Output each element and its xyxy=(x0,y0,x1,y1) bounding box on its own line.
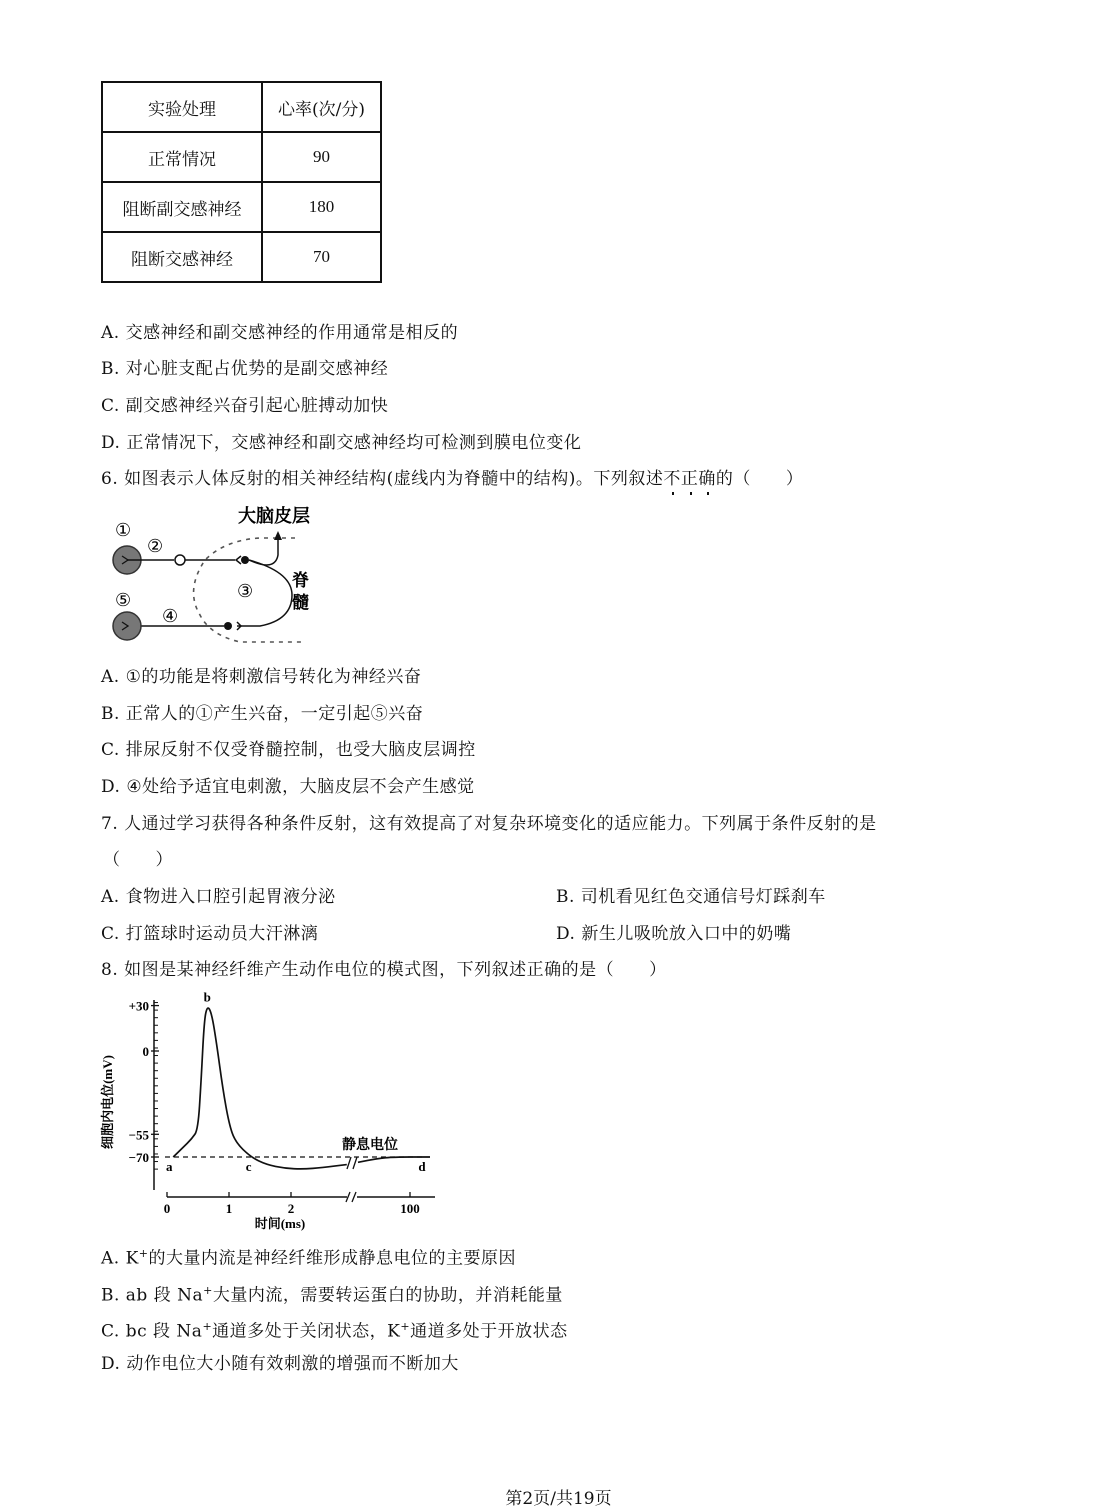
membrane-potential-curve xyxy=(358,1157,427,1162)
q5-option-d: D. 正常情况下，交感神经和副交感神经均可检测到膜电位变化 xyxy=(101,433,582,453)
label-spine: 脊 xyxy=(292,571,309,590)
marker-1: ① xyxy=(115,520,132,540)
point-label-a: a xyxy=(165,1159,173,1174)
q8-stem: 8. 如图是某神经纤维产生动作电位的模式图，下列叙述正确的是（ ） xyxy=(101,960,667,980)
q6-option-b: B. 正常人的①产生兴奋，一定引起⑤兴奋 xyxy=(101,704,424,724)
q7-option-c: C. 打篮球时运动员大汗淋漓 xyxy=(101,924,319,944)
curve-break xyxy=(347,1157,357,1169)
heart-rate-table xyxy=(101,81,382,283)
x-tick-label: 1 xyxy=(225,1201,233,1216)
table-cell: 70 xyxy=(262,232,381,282)
interneuron-body xyxy=(241,556,249,564)
q7-answer-paren: （ ） xyxy=(103,850,173,870)
option-text: A. K xyxy=(101,1248,139,1269)
table-row xyxy=(102,232,381,282)
table-cell: 90 xyxy=(262,132,381,182)
q6-stem-text: 6. 如图表示人体反射的相关神经结构(虚线内为脊髓中的结构)。下列叙述 xyxy=(101,469,664,489)
q6-stem xyxy=(101,468,803,490)
option-text: B. ab 段 Na xyxy=(101,1285,204,1306)
marker-5: ⑤ xyxy=(115,590,132,610)
x-tick-label: 2 xyxy=(287,1201,295,1216)
q5-option-c: C. 副交感神经兴奋引起心脏搏动加快 xyxy=(101,396,389,416)
superscript: + xyxy=(203,1284,213,1297)
reflex-arc-diagram xyxy=(100,500,330,650)
label-cortex: 大脑皮层 xyxy=(238,506,310,526)
q7-option-b: B. 司机看见红色交通信号灯踩刹车 xyxy=(556,887,826,907)
option-text: 通道多处于开放状态 xyxy=(410,1321,568,1342)
point-label-c: c xyxy=(245,1159,252,1174)
marker-3: ③ xyxy=(237,581,254,601)
q5-option-b: B. 对心脏支配占优势的是副交感神经 xyxy=(101,359,389,379)
point-label-b: b xyxy=(203,990,211,1005)
action-potential-chart xyxy=(100,990,445,1235)
option-text: 通道多处于关闭状态，K xyxy=(212,1321,401,1342)
q7-stem: 7. 人通过学习获得各种条件反射，这有效提高了对复杂环境变化的适应能力。下列属于条件反射的是 xyxy=(101,814,877,834)
table-row xyxy=(102,132,381,182)
point-label-d: d xyxy=(418,1159,426,1174)
table-cell: 阻断副交感神经 xyxy=(102,182,262,232)
marker-2: ② xyxy=(147,536,164,556)
option-text: C. bc 段 Na xyxy=(101,1321,203,1342)
table-header-cell: 心率(次/分) xyxy=(262,82,381,132)
q6-option-d: D. ④处给予适宜电刺激，大脑皮层不会产生感觉 xyxy=(101,777,475,797)
marker-4: ④ xyxy=(162,606,179,626)
q6-stem-paren: 的（ ） xyxy=(715,469,804,489)
superscript: + xyxy=(138,1247,149,1260)
x-tick-label: 100 xyxy=(400,1201,420,1216)
arrow-up-icon xyxy=(274,531,282,540)
option-text: 的大量内流是神经纤维形成静息电位的主要原因 xyxy=(148,1248,517,1269)
y-tick-label: 0 xyxy=(142,1044,149,1059)
resting-potential-label: 静息电位 xyxy=(342,1138,398,1153)
table-cell: 正常情况 xyxy=(102,132,262,182)
q7-option-d: D. 新生儿吸吮放入口中的奶嘴 xyxy=(556,924,792,944)
synapse-terminal xyxy=(236,556,241,564)
q8-option-a xyxy=(101,1243,516,1270)
x-axis-break xyxy=(346,1192,356,1202)
q8-option-c xyxy=(101,1316,568,1343)
q8-option-d xyxy=(101,1353,459,1375)
table-header-cell: 实验处理 xyxy=(102,82,262,132)
table-cell: 阻断交感神经 xyxy=(102,232,262,282)
table-header-row xyxy=(102,82,381,132)
y-tick-label: −70 xyxy=(128,1150,149,1165)
q7-option-a: A. 食物进入口腔引起胃液分泌 xyxy=(101,887,336,907)
q6-option-a: A. ①的功能是将刺激信号转化为神经兴奋 xyxy=(101,667,422,687)
q6-option-c: C. 排尿反射不仅受脊髓控制，也受大脑皮层调控 xyxy=(101,740,476,760)
q6-emphasis-char: 正 xyxy=(680,469,699,489)
option-text: D. 动作电位大小随有效刺激的增强而不断加大 xyxy=(101,1354,459,1374)
y-tick-label: +30 xyxy=(128,998,149,1014)
table-row xyxy=(102,182,381,232)
q6-emphasis-char: 确 xyxy=(698,469,716,489)
page-number: 第2页/共19页 xyxy=(505,1489,612,1509)
q8-option-b xyxy=(101,1280,563,1307)
q6-emphasis-char: 不 xyxy=(663,469,681,489)
motor-neuron-body xyxy=(224,622,232,630)
y-axis-label: 细胞内电位(mV) xyxy=(100,1055,115,1149)
option-text: 大量内流，需要转运蛋白的协助，并消耗能量 xyxy=(212,1285,563,1306)
superscript: + xyxy=(202,1320,213,1333)
ganglion-body xyxy=(175,555,185,565)
superscript: + xyxy=(400,1320,411,1333)
membrane-potential-curve xyxy=(173,1008,347,1169)
y-tick-label: −55 xyxy=(128,1127,149,1143)
label-spine: 髓 xyxy=(292,593,309,612)
q5-option-a: A. 交感神经和副交感神经的作用通常是相反的 xyxy=(101,323,459,343)
table-cell: 180 xyxy=(262,182,381,232)
x-axis-label: 时间(ms) xyxy=(254,1216,306,1231)
x-tick-label: 0 xyxy=(163,1201,171,1216)
